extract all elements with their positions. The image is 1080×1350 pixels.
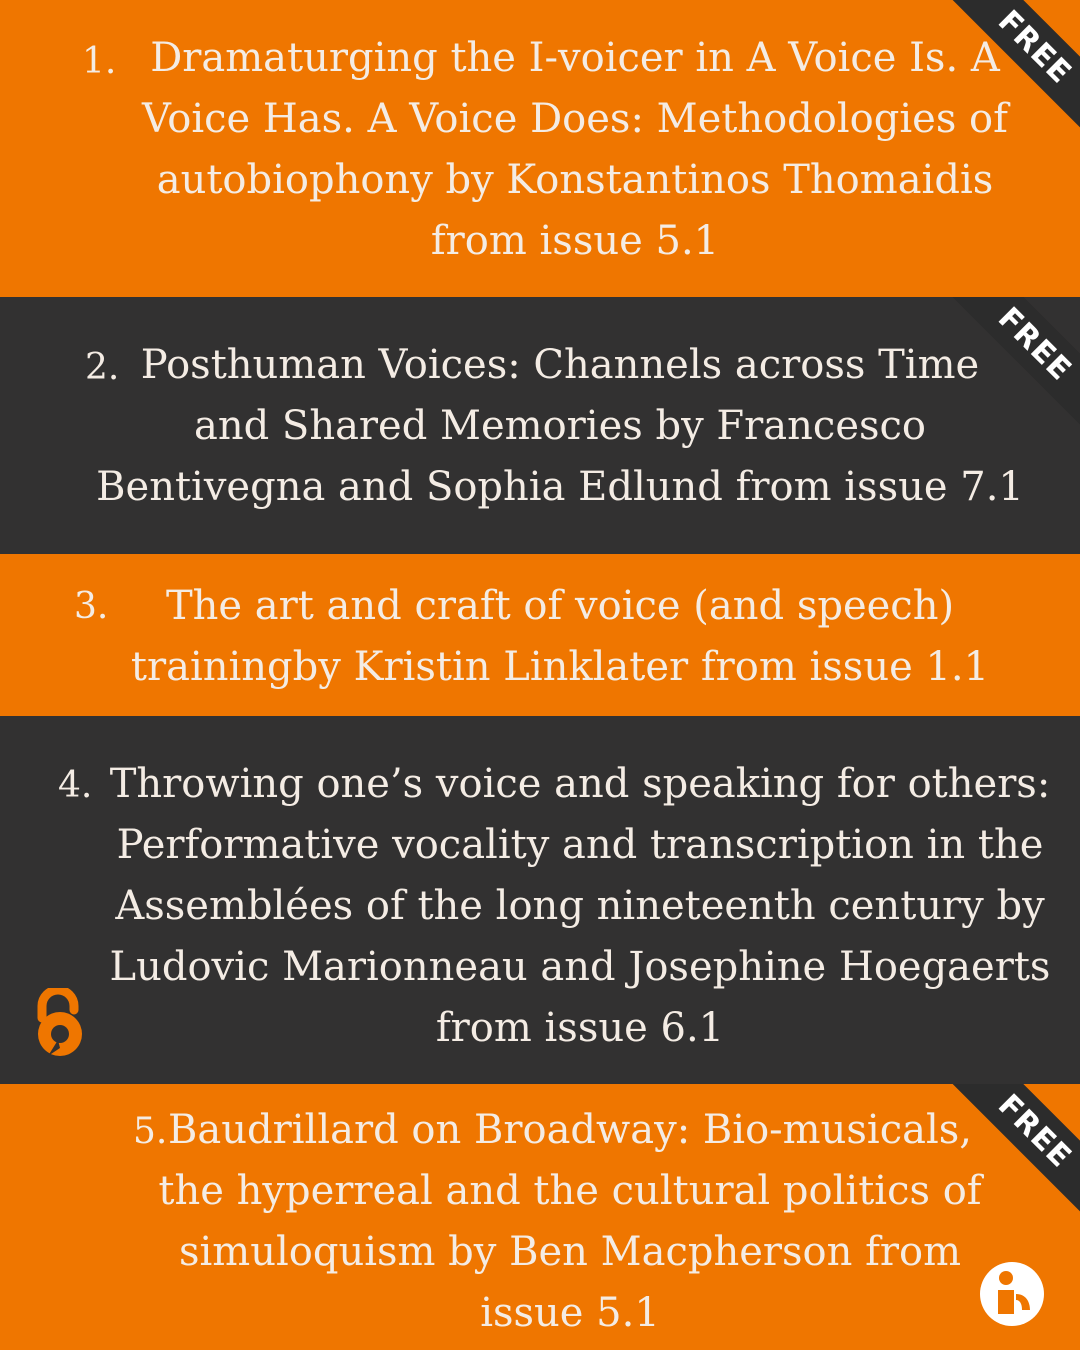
- item-title-line: Posthuman Voices: Channels across Time: [140, 342, 980, 388]
- list-item-4: [0, 716, 1080, 1084]
- item-title-line: simuloquism by Ben Macpherson from: [178, 1229, 962, 1275]
- item-title-line: Throwing one’s voice and speaking for others:: [109, 761, 1051, 807]
- open-access-lock-icon: [32, 988, 88, 1058]
- item-title-line: Assemblées of the long nineteenth century by: [115, 883, 1045, 929]
- item-source-line: from issue 5.1: [430, 218, 720, 264]
- item-number: 5.: [133, 1111, 168, 1152]
- item-title-line: trainingby Kristin Linklater from issue 1.1: [130, 644, 990, 690]
- list-item-1: [0, 0, 1080, 297]
- intellect-logo-icon: [978, 1260, 1046, 1328]
- list-item-5: [0, 1084, 1080, 1350]
- list-item-2: [0, 297, 1080, 554]
- item-title-line: The art and craft of voice (and speech): [165, 583, 955, 629]
- free-badge-label: FREE: [991, 3, 1079, 91]
- item-number: 3.: [74, 586, 109, 627]
- item-title-line: Voice Has. A Voice Does: Methodologies of: [142, 96, 1008, 142]
- item-title-line: Bentivegna and Sophia Edlund from issue 7.1: [96, 464, 1024, 510]
- item-title-line: Dramaturging the I-voicer in A Voice Is. A: [150, 35, 1000, 81]
- item-number: 1.: [82, 41, 117, 82]
- item-number: 4.: [58, 765, 93, 806]
- free-badge-label: FREE: [991, 300, 1079, 388]
- item-source-line: from issue 6.1: [435, 1005, 725, 1051]
- item-source-line: issue 5.1: [480, 1290, 660, 1336]
- item-title-line: Baudrillard on Broadway: Bio-musicals,: [168, 1107, 972, 1153]
- item-title-line: Performative vocality and transcription in the: [116, 822, 1044, 868]
- free-badge-label: FREE: [991, 1087, 1079, 1175]
- list-item-3: [0, 554, 1080, 716]
- item-number: 2.: [85, 347, 120, 388]
- item-title-line: autobiophony by Konstantinos Thomaidis: [156, 157, 994, 203]
- item-title-line: and Shared Memories by Francesco: [193, 403, 926, 449]
- item-title-line: Ludovic Marionneau and Josephine Hoegaerts: [109, 944, 1051, 990]
- item-title-line: the hyperreal and the cultural politics of: [158, 1168, 982, 1214]
